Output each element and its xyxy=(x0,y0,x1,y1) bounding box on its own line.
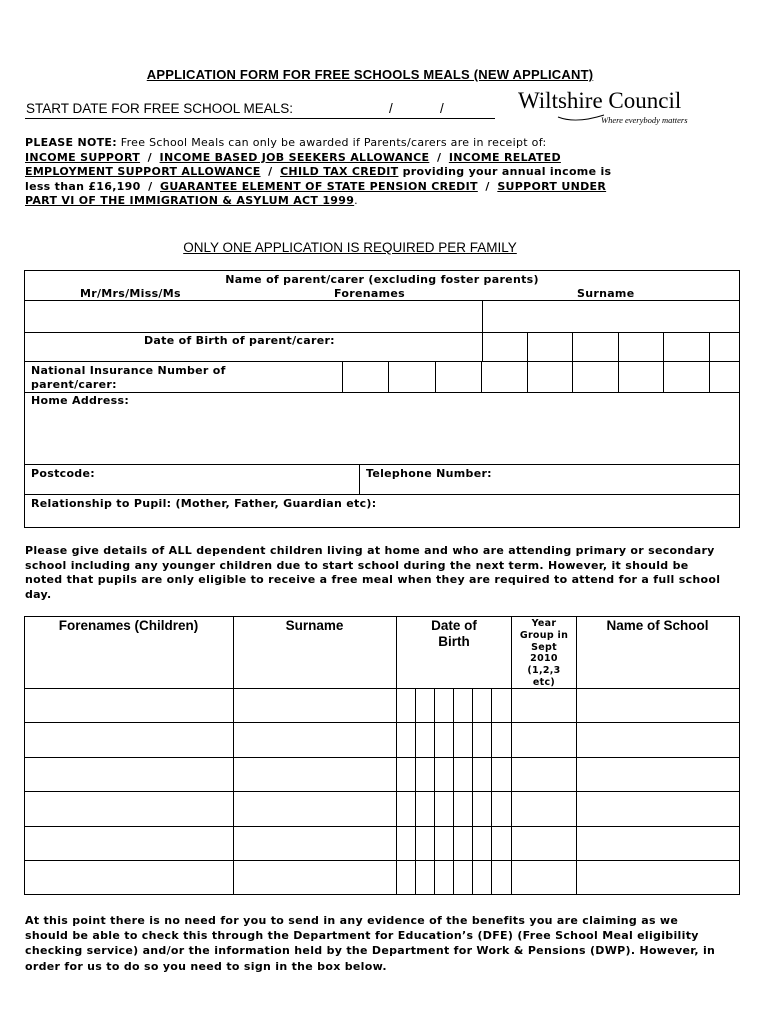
separator: / xyxy=(485,179,490,193)
logo-tagline: Where everybody matters xyxy=(601,115,688,125)
col-year-group: Year Group in Sept 2010 (1,2,3 etc) xyxy=(519,618,569,688)
logo-name: Wiltshire Council xyxy=(518,88,682,113)
council-logo xyxy=(516,88,701,128)
benefit-income-support: INCOME SUPPORT xyxy=(25,150,141,164)
benefit-immigration-2: PART VI OF THE IMMIGRATION & ASYLUM ACT 1999 xyxy=(25,194,355,208)
note-intro: Free School Meals can only be awarded if Parents/carers are in receipt of: xyxy=(116,136,547,149)
date-separator: / xyxy=(389,101,393,116)
separator: / xyxy=(148,179,153,193)
separator: / xyxy=(147,150,152,164)
telephone-label: Telephone Number: xyxy=(366,467,492,480)
benefit-ctc: CHILD TAX CREDIT xyxy=(280,165,399,179)
start-date-label: START DATE FOR FREE SCHOOL MEALS: xyxy=(26,101,294,116)
swoosh-icon xyxy=(556,111,606,123)
ctc-condition: providing your annual income is xyxy=(398,165,612,179)
benefit-esa-2: EMPLOYMENT SUPPORT ALLOWANCE xyxy=(25,165,261,179)
benefit-esa-1: INCOME RELATED xyxy=(448,150,561,164)
separator: / xyxy=(436,150,442,164)
eligibility-note xyxy=(25,136,715,209)
benefit-immigration-1: SUPPORT UNDER xyxy=(497,179,607,193)
postcode-label: Postcode: xyxy=(31,467,95,480)
col-child-dob: Date of Birth xyxy=(431,618,477,649)
benefit-pension: GUARANTEE ELEMENT OF STATE PENSION CREDIT xyxy=(160,179,478,193)
children-instructions: Please give details of ALL dependent children living at home and who are attending primary or secondary school including any younger children due to start school during the next term. However, it should be noted that pupils are only eligible to receive a free meal when they are required to attend for a full school day. xyxy=(25,544,721,602)
dob-label: Date of Birth of parent/carer: xyxy=(144,334,335,347)
col-surname: Surname xyxy=(577,287,635,300)
col-child-forenames: Forenames (Children) xyxy=(58,618,199,633)
start-date-line[interactable] xyxy=(25,101,495,119)
address-label: Home Address: xyxy=(31,394,130,407)
benefit-jsa: INCOME BASED JOB SEEKERS ALLOWANCE xyxy=(159,150,430,164)
ctc-condition-2: less than £16,190 xyxy=(25,179,141,193)
col-title: Mr/Mrs/Miss/Ms xyxy=(80,287,181,300)
col-forenames: Forenames xyxy=(334,287,405,300)
date-separator: / xyxy=(440,101,444,116)
only-one-notice: ONLY ONE APPLICATION IS REQUIRED PER FAMILY xyxy=(183,240,517,255)
evidence-notice: At this point there is no need for you to send in any evidence of the benefits you are claiming as we should be able to check this through the Department for Education’s (DFE) (Free School Meal eligibility checking service) and/or the information held by the Department for Work & Pensions (DWP). However, in order for us to do so you need to sign in the box below. xyxy=(25,914,716,973)
ni-label: National Insurance Number of parent/carer: xyxy=(31,364,226,391)
parent-name-header: Name of parent/carer (excluding foster parents) xyxy=(225,273,539,286)
separator: / xyxy=(268,165,273,179)
note-end: . xyxy=(354,194,358,208)
form-title: APPLICATION FORM FOR FREE SCHOOLS MEALS (NEW APPLICANT) xyxy=(146,67,594,82)
col-child-surname: Surname xyxy=(285,618,344,633)
relationship-label: Relationship to Pupil: (Mother, Father, Guardian etc): xyxy=(31,497,377,510)
col-school-name: Name of School xyxy=(606,618,709,633)
note-lead: PLEASE NOTE: xyxy=(25,136,117,149)
